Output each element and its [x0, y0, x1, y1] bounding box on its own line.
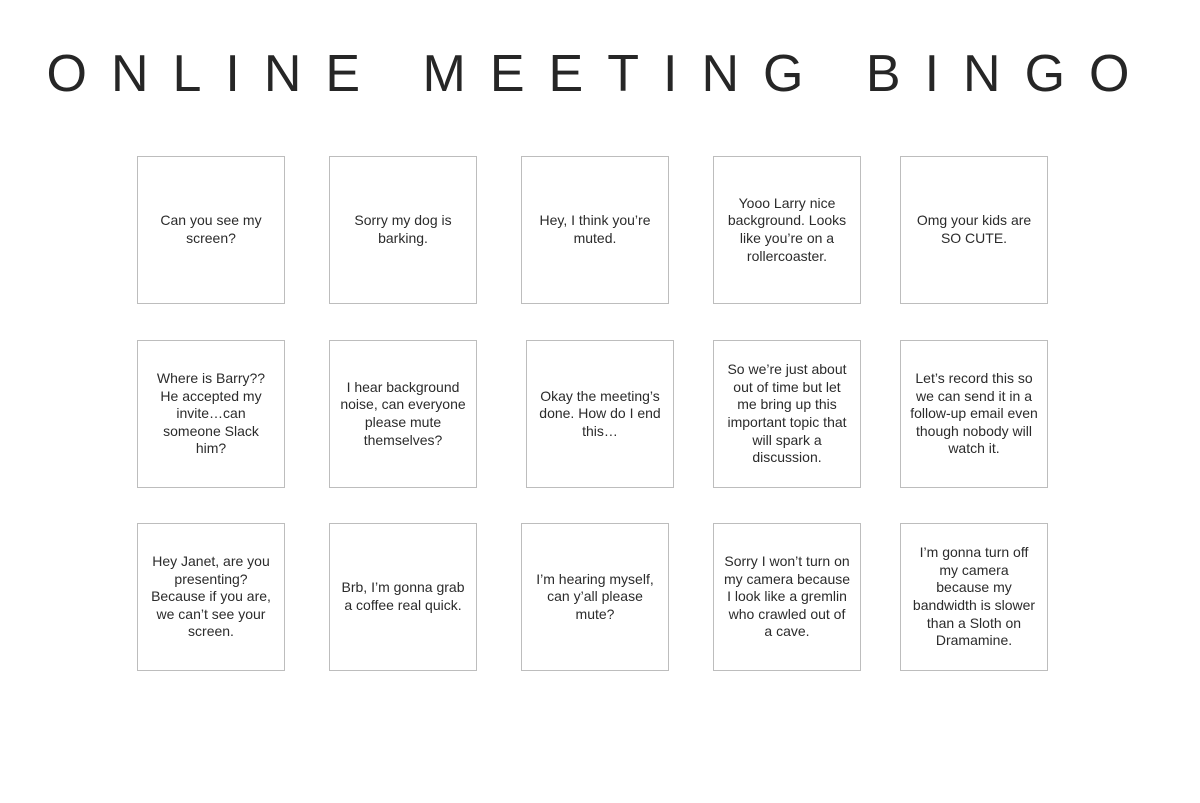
bingo-cell[interactable] [713, 523, 861, 671]
bingo-cell-text: So we’re just about out of time but let me bring up this important topic that will spark a discussion. [727, 361, 847, 466]
bingo-cell[interactable] [329, 340, 477, 488]
bingo-cell-text: Sorry I won’t turn on my camera because I look like a gremlin who crawled out of a cave. [723, 553, 851, 640]
bingo-cell[interactable] [713, 340, 861, 488]
bingo-cell-text: I’m hearing myself, can y’all please mute? [536, 570, 654, 622]
bingo-cell[interactable] [900, 156, 1048, 304]
bingo-cell[interactable] [900, 340, 1048, 488]
bingo-cell-text: Where is Barry?? He accepted my invite…can someone Slack him? [156, 370, 266, 457]
bingo-cell-text: Let’s record this so we can send it in a follow-up email even though nobody will watch it. [910, 370, 1038, 457]
bingo-cell[interactable] [137, 523, 285, 671]
bingo-cell-text: I hear background noise, can everyone please mute themselves? [340, 378, 466, 448]
bingo-cell-text: Can you see my screen? [160, 212, 262, 246]
page-title: ONLINE MEETING BINGO [46, 45, 1154, 103]
bingo-cell-text: I’m gonna turn off my camera because my bandwidth is slower than a Sloth on Dramamine. [912, 544, 1036, 649]
bingo-cell[interactable] [137, 156, 285, 304]
bingo-cell-text: Hey, I think you’re muted. [539, 212, 651, 246]
bingo-cell[interactable] [329, 523, 477, 671]
bingo-cell-text: Sorry my dog is barking. [354, 212, 452, 246]
bingo-cell[interactable] [329, 156, 477, 304]
bingo-cell[interactable] [526, 340, 674, 488]
bingo-cell-text: Yooo Larry nice background. Looks like you’re on a rollercoaster. [727, 194, 847, 264]
bingo-cell-text: Okay the meeting’s done. How do I end this… [539, 387, 661, 439]
bingo-cell[interactable] [137, 340, 285, 488]
bingo-cell[interactable] [521, 523, 669, 671]
bingo-cell-text: Omg your kids are SO CUTE. [916, 212, 1032, 246]
bingo-cell-text: Hey Janet, are you presenting? Because if you are, we can’t see your screen. [151, 553, 271, 640]
bingo-cell[interactable] [713, 156, 861, 304]
bingo-cell-text: Brb, I’m gonna grab a coffee real quick. [341, 579, 465, 613]
bingo-cell[interactable] [900, 523, 1048, 671]
bingo-cell[interactable] [521, 156, 669, 304]
